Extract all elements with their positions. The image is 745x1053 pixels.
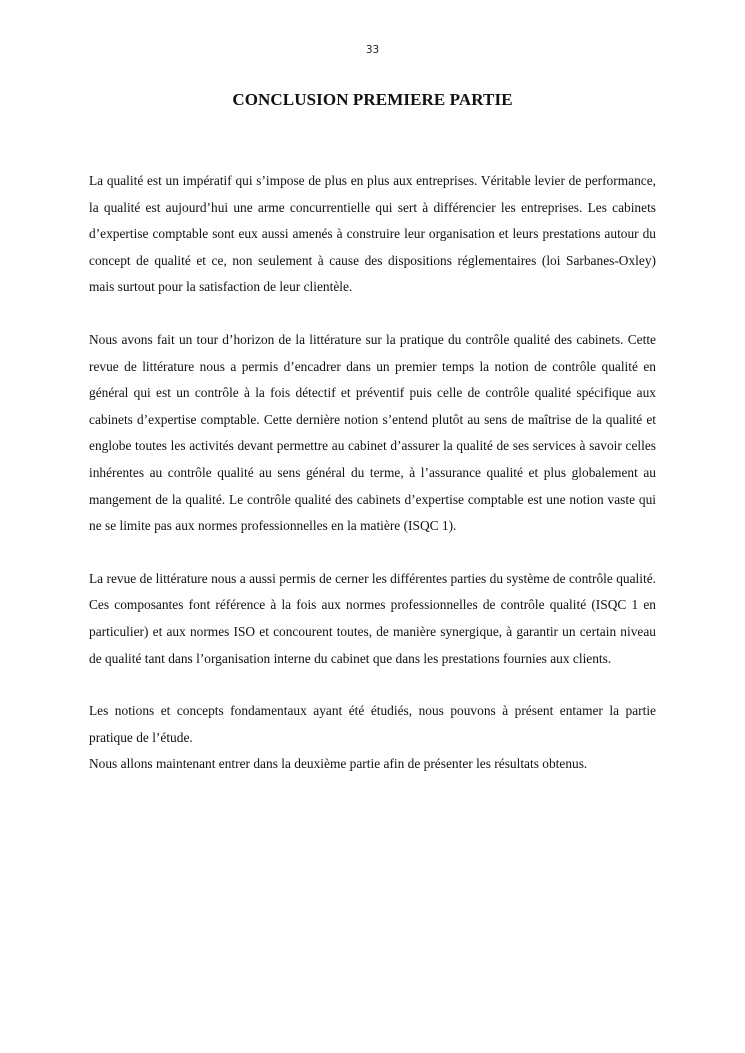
paragraph-4: Les notions et concepts fondamentaux ayant été étudiés, nous pouvons à présent entamer la partie pratique de l’étude. <box>89 703 656 745</box>
page-title: CONCLUSION PREMIERE PARTIE <box>232 90 513 109</box>
paragraph-2: Nous avons fait un tour d’horizon de la littérature sur la pratique du contrôle qualité des cabinets. Cette revue de littérature nous a permis d’encadrer dans un premier temps la notion de contrôle qualité en général qui est un contrôle à la fois détectif et préventif puis celle de contrôle qualité spécifique aux cabinets d’expertise comptable. Cette dernière notion s’entend plutôt au sens de maîtrise de la qualité et englobe toutes les activités devant permettre au cabinet d’assurer la qualité de ses services à savoir celles inhérentes au contrôle qualité au sens général du terme, à l’assurance qualité et plus globalement au mangement de la qualité. Le contrôle qualité des cabinets d’expertise comptable est une notion vaste qui ne se limite pas aux normes professionnelles en la matière (ISQC 1). <box>89 331 656 534</box>
body-text <box>89 168 656 778</box>
paragraph-5: Nous allons maintenant entrer dans la deuxième partie afin de présenter les résultats obtenus. <box>89 756 588 772</box>
paragraph-3: La revue de littérature nous a aussi permis de cerner les différentes parties du système de contrôle qualité. Ces composantes font référence à la fois aux normes professionnelles de contrôle qualité (ISQC 1 en particulier) et aux normes ISO et concourent toutes, de manière synergique, à garantir un certain niveau de qualité tant dans l’organisation interne du cabinet que dans les prestations fournies aux clients. <box>89 570 656 666</box>
page-number: 33 <box>365 44 380 56</box>
paragraph-1: La qualité est un impératif qui s’impose de plus en plus aux entreprises. Véritable levier de performance, la qualité est aujourd’hui une arme concurrentielle qui sert à différencier les entreprises. Les cabinets d’expertise comptable sont eux aussi amenés à construire leur organisation et leurs prestations autour du concept de qualité et ce, non seulement à cause des dispositions réglementaires (loi Sarbanes-Oxley) mais surtout pour la satisfaction de leur clientèle. <box>89 173 656 295</box>
